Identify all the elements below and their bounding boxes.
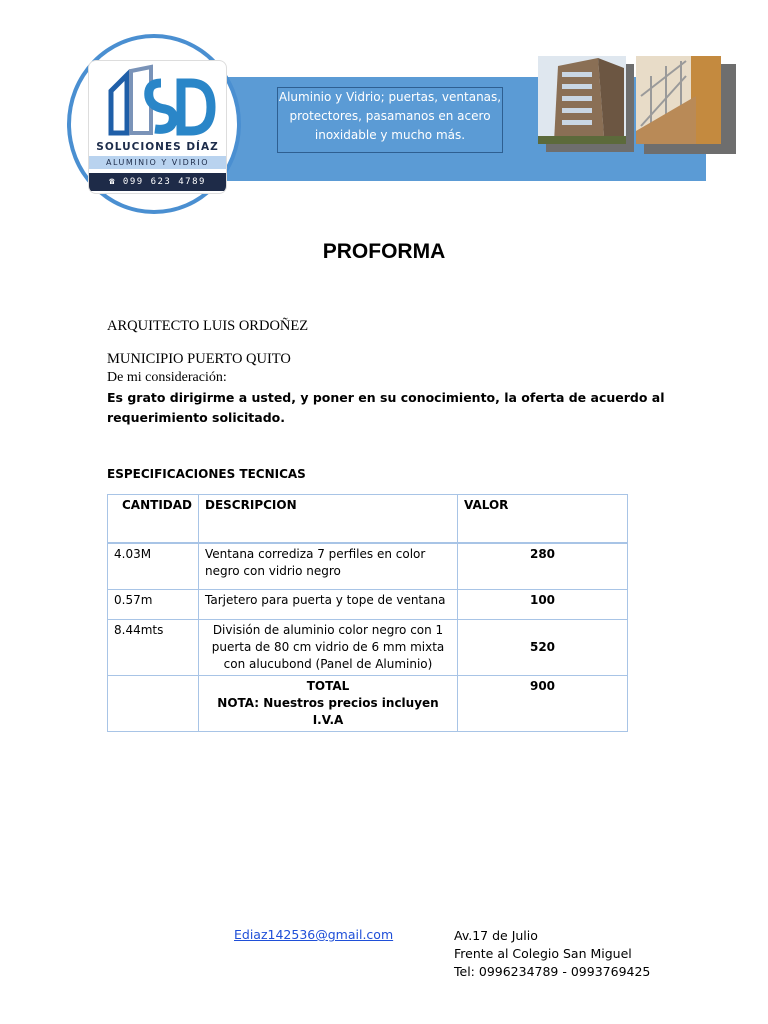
row-quantity: 4.03M xyxy=(108,543,199,589)
logo-phone-number: 099 623 4789 xyxy=(122,177,206,187)
table-header-row xyxy=(108,495,628,544)
phone-numbers: Tel: 0996234789 - 0993769425 xyxy=(454,964,651,979)
table-row xyxy=(108,619,628,675)
row-quantity: 8.44mts xyxy=(108,619,199,675)
row-description: Tarjetero para puerta y tope de ventana xyxy=(199,589,458,619)
page-title: PROFORMA xyxy=(322,240,446,263)
intro-paragraph: Es grato dirigirme a usted, y poner en su conocimiento, la oferta de acuerdo al requerimiento solicitado. xyxy=(107,390,665,425)
row-value: 280 xyxy=(458,543,628,589)
company-logo xyxy=(88,60,227,194)
total-note: NOTA: Nuestros precios incluyen I.V.A xyxy=(217,695,439,727)
address-line-1: Av.17 de Julio xyxy=(454,928,538,943)
table-total-row xyxy=(108,675,628,731)
stairs-illustration xyxy=(636,56,721,144)
building-illustration xyxy=(538,56,626,144)
stairs-photo xyxy=(636,56,721,144)
recipient-institution: MUNICIPIO PUERTO QUITO xyxy=(107,351,291,367)
building-photo xyxy=(538,56,626,144)
logo-company-name: SOLUCIONES DÍAZ xyxy=(96,141,219,153)
header-description: DESCRIPCION xyxy=(199,495,458,544)
recipient-name: ARQUITECTO LUIS ORDOÑEZ xyxy=(107,318,309,334)
banner-slogan: Aluminio y Vidrio; puertas, ventanas, protectores, pasamanos en acero inoxidable y mucho más. xyxy=(277,87,503,153)
row-description: Ventana corrediza 7 perfiles en color negro con vidrio negro xyxy=(199,543,458,589)
header-value: VALOR xyxy=(458,495,628,544)
total-empty-cell xyxy=(108,675,199,731)
greeting: De mi consideración: xyxy=(107,370,227,385)
row-value: 520 xyxy=(458,619,628,675)
row-quantity: 0.57m xyxy=(108,589,199,619)
row-value: 100 xyxy=(458,589,628,619)
table-row xyxy=(108,589,628,619)
quote-table xyxy=(107,494,628,732)
logo-mark-icon xyxy=(89,61,226,141)
logo-phone xyxy=(89,173,226,191)
total-value: 900 xyxy=(458,675,628,731)
address-line-2: Frente al Colegio San Miguel xyxy=(454,946,632,961)
header-quantity: CANTIDAD xyxy=(108,495,199,544)
contact-email-link[interactable]: Ediaz142536@gmail.com xyxy=(234,927,394,942)
table-row xyxy=(108,543,628,589)
footer-address xyxy=(454,927,650,981)
logo-tagline: ALUMINIO Y VIDRIO xyxy=(89,156,226,169)
total-label: TOTAL xyxy=(306,678,350,693)
total-label-cell xyxy=(199,675,458,731)
row-description: División de aluminio color negro con 1 puerta de 80 cm vidrio de 6 mm mixta con alucubond (Panel de Aluminio) xyxy=(199,619,458,675)
phone-icon: ☎ xyxy=(109,177,123,187)
spec-heading: ESPECIFICACIONES TECNICAS xyxy=(107,467,306,481)
